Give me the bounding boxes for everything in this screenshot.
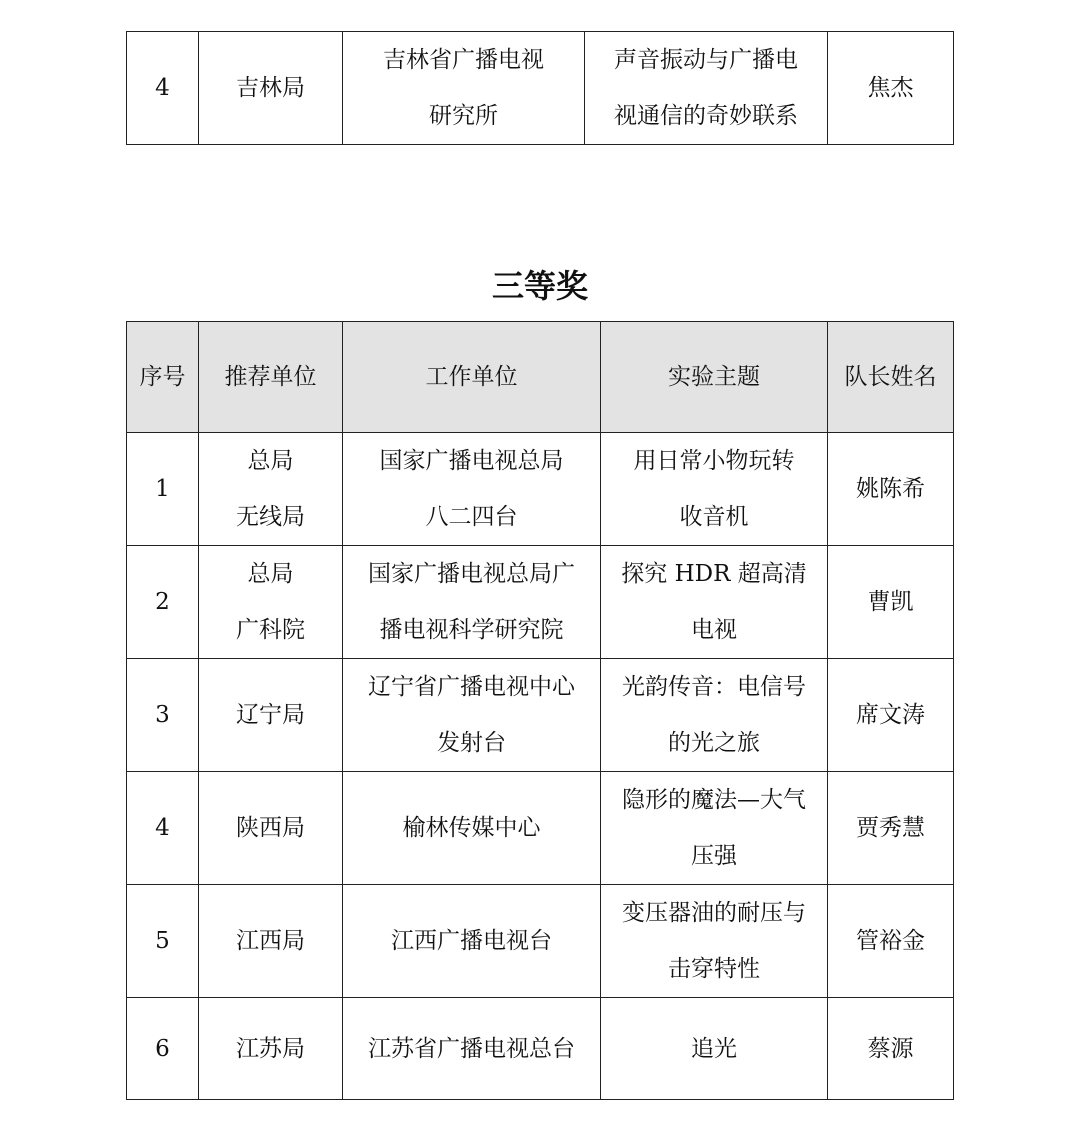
second-prize-table-continued (126, 31, 954, 145)
index-cell: 5 (127, 885, 199, 998)
workplace-cell: 辽宁省广播电视中心 发射台 (343, 659, 601, 772)
recommender-cell: 总局 无线局 (199, 433, 343, 546)
header-recommender: 推荐单位 (199, 322, 343, 433)
topic-cell: 探究 HDR 超高清 电视 (601, 546, 828, 659)
topic-cell: 用日常小物玩转 收音机 (601, 433, 828, 546)
topic-cell: 追光 (601, 998, 828, 1100)
workplace-cell: 国家广播电视总局广 播电视科学研究院 (343, 546, 601, 659)
header-workplace: 工作单位 (343, 322, 601, 433)
workplace-cell: 吉林省广播电视 研究所 (343, 32, 585, 145)
table-row (127, 885, 954, 998)
index-cell: 4 (127, 772, 199, 885)
table-row (127, 998, 954, 1100)
workplace-cell: 榆林传媒中心 (343, 772, 601, 885)
index-cell: 4 (127, 32, 199, 145)
table-header-row (127, 322, 954, 433)
leader-cell: 曹凯 (828, 546, 954, 659)
recommender-cell: 陕西局 (199, 772, 343, 885)
topic-cell: 隐形的魔法—大气 压强 (601, 772, 828, 885)
topic-cell: 光韵传音：电信号 的光之旅 (601, 659, 828, 772)
leader-cell: 焦杰 (828, 32, 954, 145)
table-row (127, 433, 954, 546)
workplace-cell: 江苏省广播电视总台 (343, 998, 601, 1100)
header-index: 序号 (127, 322, 199, 433)
leader-cell: 姚陈希 (828, 433, 954, 546)
recommender-cell: 吉林局 (199, 32, 343, 145)
table-row (127, 32, 954, 145)
index-cell: 2 (127, 546, 199, 659)
leader-cell: 管裕金 (828, 885, 954, 998)
recommender-cell: 辽宁局 (199, 659, 343, 772)
third-prize-title: 三等奖 (491, 267, 588, 305)
leader-cell: 蔡源 (828, 998, 954, 1100)
leader-cell: 贾秀慧 (828, 772, 954, 885)
table-row (127, 772, 954, 885)
table-row (127, 659, 954, 772)
topic-cell: 声音振动与广播电 视通信的奇妙联系 (585, 32, 828, 145)
leader-cell: 席文涛 (828, 659, 954, 772)
workplace-cell: 江西广播电视台 (343, 885, 601, 998)
header-topic: 实验主题 (601, 322, 828, 433)
recommender-cell: 江西局 (199, 885, 343, 998)
index-cell: 3 (127, 659, 199, 772)
recommender-cell: 总局 广科院 (199, 546, 343, 659)
header-leader: 队长姓名 (828, 322, 954, 433)
index-cell: 6 (127, 998, 199, 1100)
topic-cell: 变压器油的耐压与 击穿特性 (601, 885, 828, 998)
workplace-cell: 国家广播电视总局 八二四台 (343, 433, 601, 546)
index-cell: 1 (127, 433, 199, 546)
third-prize-table (126, 321, 954, 1100)
recommender-cell: 江苏局 (199, 998, 343, 1100)
table-row (127, 546, 954, 659)
